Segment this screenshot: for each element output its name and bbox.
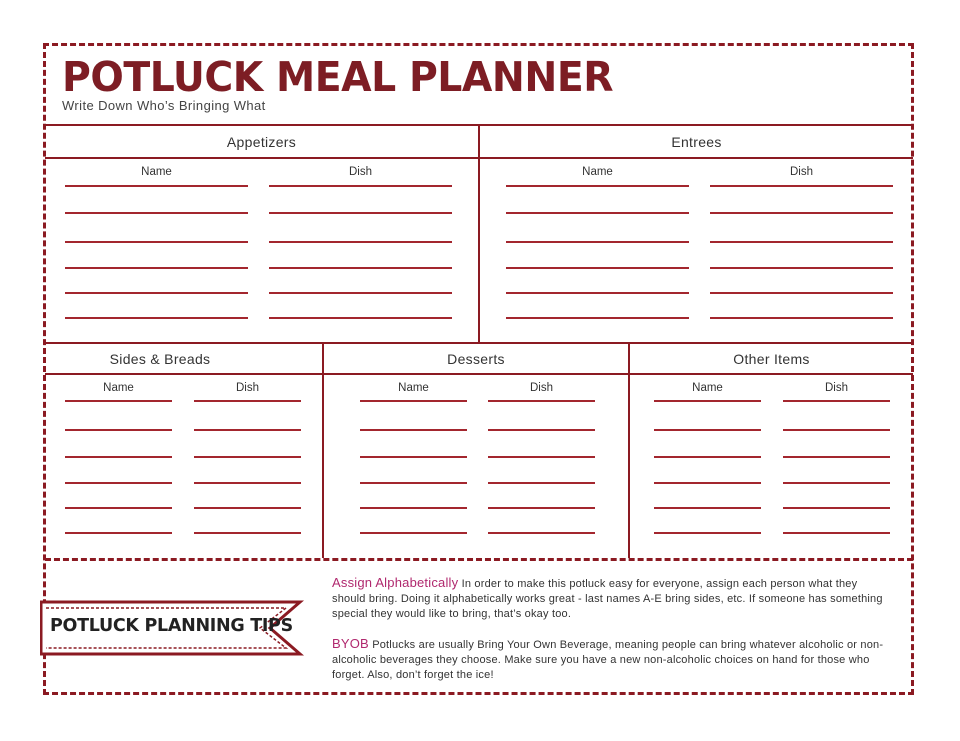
dish-entry-line[interactable] (783, 456, 890, 458)
section-title: Entrees (671, 134, 722, 150)
tip-body: Potlucks are usually Bring Your Own Beverage, meaning people can bring whatever alcoholic or non-alcoholic beverages they choose. Make sure you have a new non-alcoholic choices on hand for those who forget. Also, don’t forget the ice! (332, 639, 884, 681)
dish-entry-line[interactable] (488, 429, 595, 431)
page-subtitle: Write Down Who’s Bringing What (62, 98, 266, 113)
name-entry-line[interactable] (506, 212, 689, 214)
name-column-header: Name (141, 166, 172, 178)
dish-entry-line[interactable] (269, 317, 452, 319)
name-entry-line[interactable] (65, 482, 172, 484)
page-title: POTLUCK MEAL PLANNER (62, 53, 614, 101)
name-column-header: Name (103, 382, 134, 394)
name-entry-line[interactable] (654, 507, 761, 509)
name-column-header: Name (692, 382, 723, 394)
dish-entry-line[interactable] (488, 532, 595, 534)
name-entry-line[interactable] (506, 292, 689, 294)
dish-entry-line[interactable] (194, 507, 301, 509)
dish-column-header: Dish (824, 382, 848, 394)
dish-entry-line[interactable] (269, 241, 452, 243)
tips-divider (45, 558, 913, 561)
other-items-section (630, 342, 913, 558)
name-entry-line[interactable] (506, 317, 689, 319)
dish-column-header: Dish (789, 166, 813, 178)
name-entry-line[interactable] (65, 185, 248, 187)
name-entry-line[interactable] (360, 429, 467, 431)
dish-entry-line[interactable] (269, 185, 452, 187)
dish-column-header: Dish (235, 382, 259, 394)
dish-entry-line[interactable] (710, 241, 893, 243)
name-entry-line[interactable] (65, 292, 248, 294)
name-entry-line[interactable] (360, 532, 467, 534)
desserts-section (324, 342, 628, 558)
dish-entry-line[interactable] (488, 400, 595, 402)
name-entry-line[interactable] (65, 456, 172, 458)
dish-entry-line[interactable] (710, 185, 893, 187)
name-entry-line[interactable] (360, 456, 467, 458)
dish-entry-line[interactable] (269, 292, 452, 294)
tip-body: In order to make this potluck easy for everyone, assign each person what they should bring. Doing it alphabetically works great - last names A-E bring sides, etc. If someone has something special they would like to bring, that’s okay too. (332, 578, 883, 620)
name-entry-line[interactable] (506, 267, 689, 269)
entrees-section (480, 124, 913, 342)
section-title: Desserts (447, 351, 505, 367)
dish-entry-line[interactable] (710, 317, 893, 319)
name-entry-line[interactable] (654, 429, 761, 431)
name-entry-line[interactable] (65, 532, 172, 534)
section-title: Appetizers (226, 134, 297, 150)
tip-assign-alphabetically (332, 575, 892, 622)
dish-entry-line[interactable] (269, 267, 452, 269)
name-entry-line[interactable] (654, 532, 761, 534)
dish-entry-line[interactable] (488, 456, 595, 458)
dish-entry-line[interactable] (269, 212, 452, 214)
name-entry-line[interactable] (65, 267, 248, 269)
name-column-header: Name (582, 166, 613, 178)
name-entry-line[interactable] (654, 400, 761, 402)
dish-entry-line[interactable] (194, 482, 301, 484)
tip-byob (332, 636, 892, 683)
name-entry-line[interactable] (360, 482, 467, 484)
appetizers-section (45, 124, 478, 342)
dish-entry-line[interactable] (194, 532, 301, 534)
name-entry-line[interactable] (65, 317, 248, 319)
tips-badge-label: POTLUCK PLANNING TIPS (50, 616, 293, 636)
dish-entry-line[interactable] (194, 429, 301, 431)
name-column-header: Name (398, 382, 429, 394)
name-entry-line[interactable] (654, 456, 761, 458)
name-entry-line[interactable] (506, 185, 689, 187)
dish-entry-line[interactable] (783, 507, 890, 509)
dish-entry-line[interactable] (710, 212, 893, 214)
dish-entry-line[interactable] (194, 456, 301, 458)
dish-entry-line[interactable] (783, 400, 890, 402)
name-entry-line[interactable] (65, 507, 172, 509)
name-entry-line[interactable] (360, 507, 467, 509)
dish-entry-line[interactable] (783, 532, 890, 534)
dish-entry-line[interactable] (783, 482, 890, 484)
dish-entry-line[interactable] (488, 482, 595, 484)
dish-entry-line[interactable] (710, 267, 893, 269)
dish-column-header: Dish (348, 166, 372, 178)
section-title: Other Items (733, 351, 810, 367)
section-title: Sides & Breads (109, 351, 211, 367)
dish-entry-line[interactable] (488, 507, 595, 509)
name-entry-line[interactable] (506, 241, 689, 243)
name-entry-line[interactable] (360, 400, 467, 402)
name-entry-line[interactable] (65, 429, 172, 431)
dish-entry-line[interactable] (194, 400, 301, 402)
name-entry-line[interactable] (654, 482, 761, 484)
name-entry-line[interactable] (65, 241, 248, 243)
dish-entry-line[interactable] (783, 429, 890, 431)
name-entry-line[interactable] (65, 400, 172, 402)
sides-section (45, 342, 322, 558)
name-entry-line[interactable] (65, 212, 248, 214)
dish-column-header: Dish (529, 382, 553, 394)
tip-heading: Assign Alphabetically (332, 575, 459, 590)
dish-entry-line[interactable] (710, 292, 893, 294)
tip-heading: BYOB (332, 636, 369, 651)
